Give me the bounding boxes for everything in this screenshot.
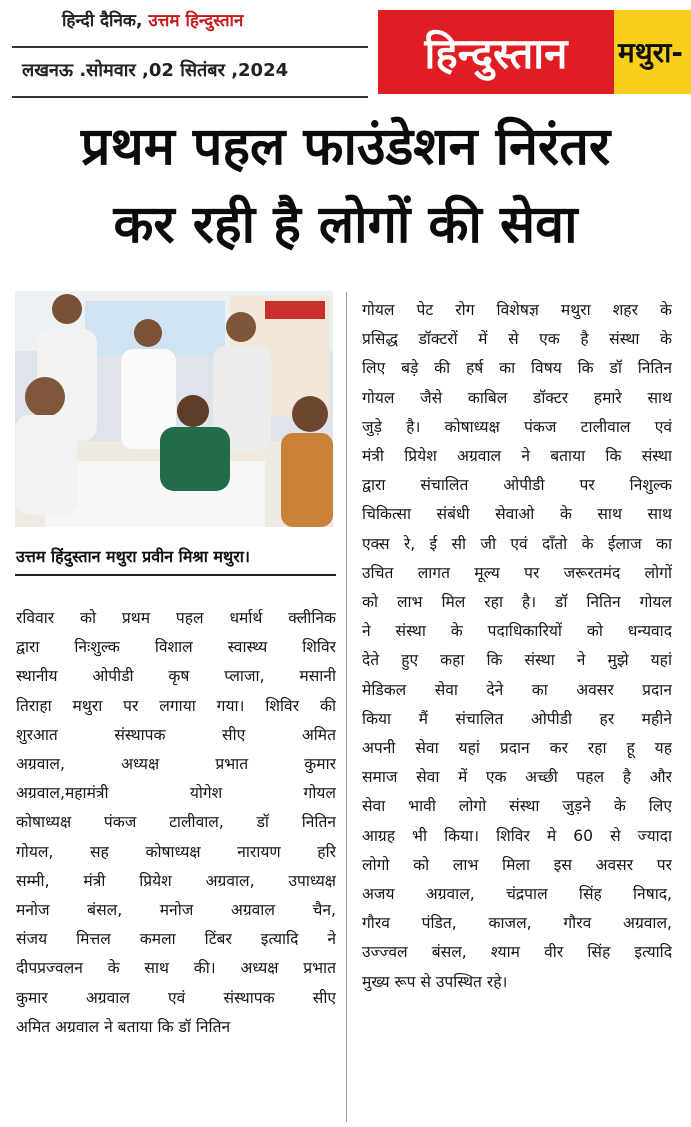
article-line: शुरआत संस्थापक सीए अमित bbox=[16, 725, 336, 744]
dateline: लखनऊ .सोमवार ,02 सितंबर ,2024 bbox=[22, 60, 289, 81]
article-line: गोयल पेट रोग विशेषज्ञ मथुरा शहर के bbox=[362, 301, 672, 319]
article-line: प्रसिद्ध डॉक्टरों में से एक है संस्था के bbox=[362, 330, 672, 349]
article-line: अपनी सेवा यहां प्रदान कर रहा हू यह bbox=[362, 739, 672, 758]
photo-illustration bbox=[15, 291, 333, 527]
article-column-right bbox=[362, 296, 672, 997]
article-line: लिए बड़े की हर्ष का विषय कि डॉ नितिन bbox=[362, 359, 672, 378]
article-line: आग्रह भी किया। शिविर मे 60 से ज्यादा bbox=[362, 826, 672, 845]
article-line: उज्ज्वल बंसल, श्याम वीर सिंह इत्यादि bbox=[362, 943, 672, 962]
article-line: गोयल, सह कोषाध्यक्ष नारायण हरि bbox=[16, 842, 336, 861]
article-line: को लाभ मिल रहा है। डॉ नितिन गोयल bbox=[362, 593, 672, 612]
article-line: देते हुए कहा कि संस्था ने मुझे यहां bbox=[362, 651, 672, 670]
article-line: संजय मित्तल कमला टिंबर इत्यादि ने bbox=[16, 930, 336, 949]
article-line: अजय अग्रवाल, चंद्रपाल सिंह निषाद, bbox=[362, 885, 672, 904]
article-line: सम्मी, मंत्री प्रियेश अग्रवाल, उपाध्यक्ष bbox=[16, 871, 336, 890]
caption-rule bbox=[15, 574, 336, 576]
city-tag: मथुरा- bbox=[614, 10, 691, 94]
article-line: मनोज बंसल, मनोज अग्रवाल चैन, bbox=[16, 901, 336, 920]
article-line: कुमार अग्रवाल एवं संस्थापक सीए bbox=[16, 988, 336, 1007]
headline-line-2: कर रही है लोगों की सेवा bbox=[113, 195, 578, 255]
article-line: द्वारा संचालित ओपीडी पर निशुल्क bbox=[362, 476, 672, 495]
news-photo bbox=[15, 291, 333, 527]
article-line: कोषाध्यक्ष पंकज टालीवाल, डॉ नितिन bbox=[16, 813, 336, 832]
article-line: मेडिकल सेवा देने का अवसर प्रदान bbox=[362, 680, 672, 699]
article-line: उचित लागत मूल्य पर जरूरतमंद लोगों bbox=[362, 563, 672, 582]
photo-caption: उत्तम हिंदुस्तान मथुरा प्रवीन मिश्रा मथुरा। bbox=[16, 547, 250, 566]
article-line: किया मैं संचालित ओपीडी हर महीने bbox=[362, 709, 672, 728]
article-line: तिराहा मथुरा पर लगाया गया। शिविर की bbox=[16, 696, 336, 715]
article-line: चिकित्सा संबंधी सेवाओ के साथ साथ bbox=[362, 505, 672, 524]
article-line: मुख्य रूप से उपस्थित रहे। bbox=[362, 972, 508, 991]
newspaper-logo: हिन्दुस्तान bbox=[378, 10, 614, 94]
headline-line-1: प्रथम पहल फाउंडेशन निरंतर bbox=[80, 117, 611, 177]
article-line: रविवार को प्रथम पहल धर्मार्थ क्लीनिक bbox=[16, 609, 336, 627]
article-line: स्थानीय ओपीडी कृष प्लाजा, मसानी bbox=[16, 667, 336, 686]
article-line: द्वारा निःशुल्क विशाल स्वास्थ्य शिविर bbox=[16, 638, 336, 657]
article-line: जुड़े है। कोषाध्यक्ष पंकज टालीवाल एवं bbox=[362, 417, 672, 436]
publication-prefix: हिन्दी दैनिक, bbox=[62, 11, 149, 31]
publication-name: उत्तम हिन्दुस्तान bbox=[148, 11, 244, 31]
article-line: मंत्री प्रियेश अग्रवाल ने बताया कि संस्था bbox=[362, 447, 672, 466]
column-divider bbox=[346, 292, 347, 1122]
article-line: अग्रवाल,महामंत्री योगेश गोयल bbox=[16, 784, 336, 803]
article-line: सेवा भावी लोगो संस्था जुड़ने के लिए bbox=[362, 797, 672, 816]
publication-line bbox=[62, 8, 243, 31]
article-line: अग्रवाल, अध्यक्ष प्रभात कुमार bbox=[16, 755, 336, 774]
article-column-left bbox=[16, 604, 336, 1042]
header-rule-top bbox=[12, 46, 368, 48]
article-line: ने संस्था के पदाधिकारियों को धन्यवाद bbox=[362, 622, 672, 641]
headline bbox=[0, 108, 691, 264]
article-line: लोगो को लाभ मिला इस अवसर पर bbox=[362, 855, 672, 874]
article-line: गोयल जैसे काबिल डॉक्टर हमारे साथ bbox=[362, 388, 672, 407]
article-line: दीपप्रज्वलन के साथ की। अध्यक्ष प्रभात bbox=[16, 959, 336, 978]
header-rule-bottom bbox=[12, 96, 368, 98]
article-line: समाज सेवा में एक अच्छी पहल है और bbox=[362, 768, 672, 787]
article-line: अमित अग्रवाल ने बताया कि डॉ नितिन bbox=[16, 1017, 231, 1036]
article-line: एक्स रे, ई सी जी एवं दाँतो के ईलाज का bbox=[362, 534, 672, 553]
article-line: गौरव पंडित, काजल, गौरव अग्रवाल, bbox=[362, 914, 672, 933]
